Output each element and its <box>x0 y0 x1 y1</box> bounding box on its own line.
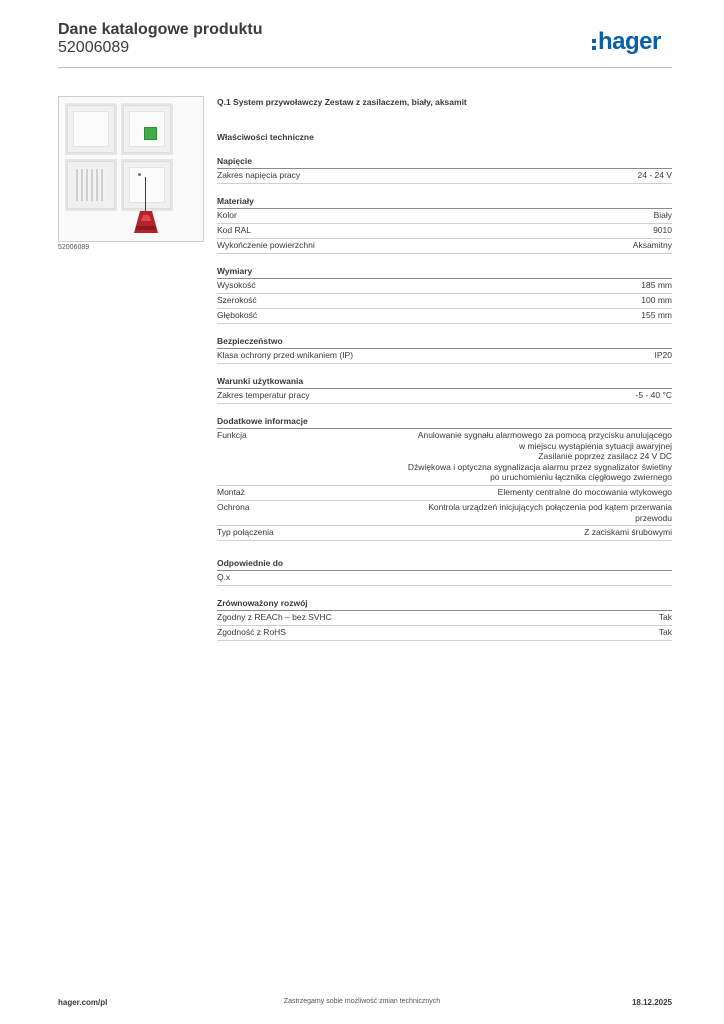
logo-dots-icon <box>592 39 596 50</box>
spec-row <box>217 571 672 586</box>
power-supply-icon <box>67 161 115 209</box>
spec-label: Klasa ochrony przed wnikaniem (IP) <box>217 350 354 360</box>
brand-logo <box>592 28 661 56</box>
spec-section <box>217 557 672 586</box>
spec-row <box>217 626 672 641</box>
section-heading: Bezpieczeństwo <box>217 335 672 349</box>
spec-value: Tak <box>658 612 672 623</box>
spec-label: Funkcja <box>217 430 247 440</box>
indicator-dot-icon <box>138 173 141 176</box>
section-heading: Odpowiednie do <box>217 557 672 571</box>
brand-name: hager <box>598 28 661 55</box>
section-heading: Napięcie <box>217 155 672 169</box>
pull-handle-icon <box>131 209 161 235</box>
spec-section <box>217 415 672 541</box>
product-title: Q.1 System przywoławczy Zestaw z zasilaczem, biały, aksamit <box>217 97 467 107</box>
technical-heading: Właściwości techniczne <box>217 132 314 142</box>
spec-label: Kolor <box>217 210 237 220</box>
spec-value-line: przewodu <box>635 512 672 523</box>
spec-value: 155 mm <box>641 310 672 320</box>
green-led-icon <box>144 127 157 140</box>
spec-value: 9010 <box>653 225 672 235</box>
footer-date: 18.12.2025 <box>631 998 672 1007</box>
footer-website: hager.com/pl <box>58 998 108 1007</box>
image-caption: 52006089 <box>58 244 90 251</box>
spec-value: Z zaciskami śrubowymi <box>584 527 672 538</box>
spec-section <box>217 375 672 404</box>
spec-value: Tak <box>658 627 672 638</box>
footer-disclaimer: Zastrzegamy sobie możliwość zmian technicznych <box>283 998 441 1005</box>
spec-value: Aksamitny <box>632 240 672 250</box>
reset-button-plate-icon <box>123 105 171 153</box>
section-heading: Materiały <box>217 195 672 209</box>
spec-label: Typ połączenia <box>217 527 274 538</box>
spec-label: Ochrona <box>217 501 250 512</box>
section-heading: Wymiary <box>217 265 672 279</box>
spec-row <box>217 169 672 184</box>
spec-row <box>217 239 672 254</box>
spec-row <box>217 294 672 309</box>
spec-value: Biały <box>653 210 672 220</box>
blank-plate-icon <box>67 105 115 153</box>
section-heading: Zrównoważony rozwój <box>217 597 672 611</box>
spec-label: Wysokość <box>217 280 256 290</box>
spec-row <box>217 611 672 626</box>
spec-value: 100 mm <box>641 295 672 305</box>
spec-value: -5 - 40 °C <box>635 390 672 400</box>
spec-label: Zgodność z RoHS <box>217 627 286 638</box>
spec-label: Zakres napięcia pracy <box>217 170 301 180</box>
pull-cord-icon <box>145 177 146 213</box>
page-title: Dane katalogowe produktu <box>58 21 263 38</box>
spec-label: Szerokość <box>217 295 257 305</box>
spec-section <box>217 265 672 324</box>
section-heading: Dodatkowe informacje <box>217 415 672 429</box>
spec-row <box>217 279 672 294</box>
spec-row <box>217 309 672 324</box>
section-heading: Warunki użytkowania <box>217 375 672 389</box>
pull-switch-plate-icon <box>123 161 171 209</box>
spec-value <box>408 430 672 483</box>
spec-section <box>217 195 672 254</box>
spec-label: Głębokość <box>217 310 258 320</box>
spec-row <box>217 429 672 486</box>
spec-row <box>217 389 672 404</box>
spec-value <box>428 502 672 523</box>
spec-table <box>217 95 672 641</box>
spec-section <box>217 335 672 364</box>
spec-label: Wykończenie powierzchni <box>217 240 315 250</box>
spec-value: 24 - 24 V <box>637 170 672 180</box>
spec-value-line: Anulowanie sygnału alarmowego za pomocą przycisku anulującego <box>417 430 672 440</box>
spec-value-line: w miejscu wystąpienia sytuacji awaryjnej <box>518 440 672 451</box>
spec-label: Zgodny z REACh – bez SVHC <box>217 612 332 623</box>
spec-row <box>217 224 672 239</box>
spec-row <box>217 486 672 501</box>
product-image <box>58 96 204 242</box>
spec-sections <box>217 155 672 641</box>
spec-label: Montaż <box>217 486 245 497</box>
spec-label: Kod RAL <box>217 225 252 235</box>
spec-row <box>217 526 672 541</box>
spec-value: IP20 <box>654 350 672 360</box>
spec-row <box>217 209 672 224</box>
spec-value: 185 mm <box>641 280 672 290</box>
spec-section <box>217 597 672 641</box>
spec-row <box>217 349 672 364</box>
spec-value-line: po uruchomieniu łącznika cięgłowego zwiernego <box>490 472 672 483</box>
spec-value: Elementy centralne do mocowania wtykowego <box>497 486 672 497</box>
spec-value-line: Zasilanie poprzez zasilacz 24 V DC <box>538 451 672 462</box>
product-code: 52006089 <box>58 39 130 56</box>
spec-label: Q.x <box>217 572 231 583</box>
spec-label: Zakres temperatur pracy <box>217 390 310 400</box>
spec-value-line: Kontrola urządzeń inicjujących połączenia pod kątem przerwania <box>428 501 672 512</box>
spec-row <box>217 501 672 526</box>
header-divider <box>58 67 672 68</box>
spec-section <box>217 155 672 184</box>
spec-value-line: Dźwiękowa i optyczna sygnalizacja alarmu przez sygnalizator świetlny <box>407 461 672 472</box>
